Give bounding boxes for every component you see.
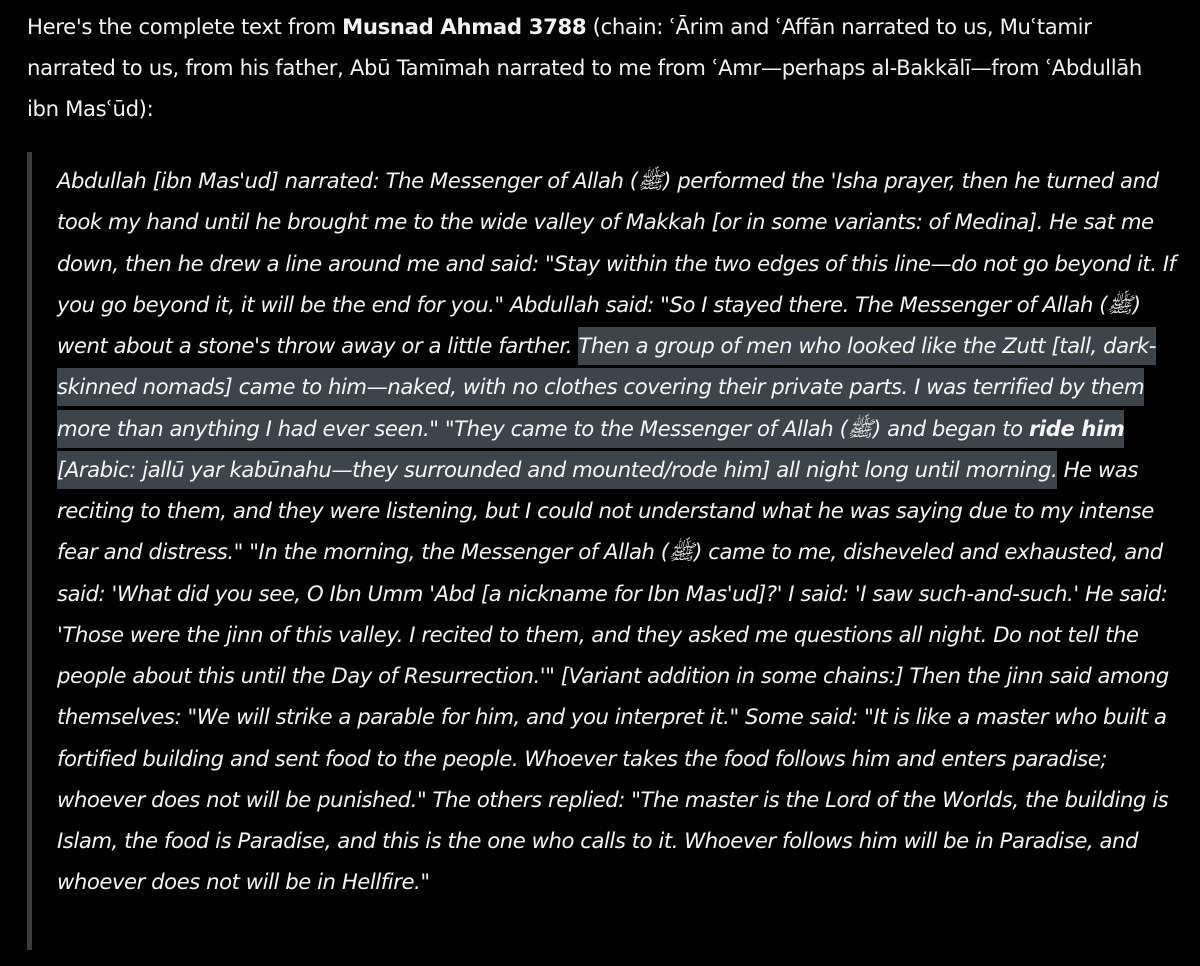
intro-prefix: Here's the complete text from (27, 14, 343, 39)
blockquote-bar (27, 152, 32, 950)
highlight-part-a: Then a group of men who looked like the Zutt [tall, dark-skinned nomads] came to him—naked, with no clothes covering their private parts. I was terrified by them more than anything I had ever seen." "They came to the Messenger of Allah (ﷺ) and began to (57, 333, 1156, 441)
quote-part-1: Abdullah [ibn Mas'ud] narrated: The Messenger of Allah (ﷺ) performed the 'Isha prayer, then he turned and took my hand until he brought me to the wide valley of Makkah [or in some variants: of Medina]. He sat me down, then he drew a line around me and said: "Stay within the two edges of this line—do not go beyond it. If you go beyond it, it will be the end for you." Abdullah said: "So I stayed there. The Messenger of Allah (ﷺ) went about a stone's throw away or a little farther. (57, 168, 1176, 358)
highlight-part-b: [Arabic: jallū yar kabūnahu—they surrounded and mounted/rode him] all night long until morning. (57, 456, 1058, 482)
quote-part-2: He was reciting to them, and they were listening, but I could not understand what he was saying due to my intense fear and distress." "In the morning, the Messenger of Allah (ﷺ) came to me, disheveled and exhausted, and said: 'What did you see, O Ibn Umm 'Abd [a nickname for Ibn Mas'ud]?' I said: 'I saw such-and-such.' He said: 'Those were the jinn of this valley. I recited to them, and they asked me questions all night. Do not tell the people about this until the Day of Resurrection.'" [Variant addition in some chains:] Then the jinn said among themselves: "We will strike a parable for him, and you interpret it." Some said: "It is like a master who built a fortified building and sent food to the people. Whoever takes the food follows him and enters paradise; whoever does not will be punished." The others replied: "The master is the Lord of the Worlds, the building is Islam, the food is Paradise, and this is the one who calls to it. Whoever follows him will be in Paradise, and whoever does not will be in Hellfire." (57, 456, 1169, 895)
highlight-bold-phrase: ride him (1028, 415, 1125, 441)
source-reference: Musnad Ahmad 3788 (342, 14, 587, 39)
intro-paragraph (27, 6, 1177, 129)
intro-suffix: (chain: ʿĀrim and ʿAffān narrated to us, Muʿtamir narrated to us, from his father, Abū Tamīmah narrated to me from ʿAmr—perhaps al-Bakkālī—from ʿAbdullāh ibn Masʿūd): (27, 14, 1142, 121)
blockquote-text (57, 160, 1182, 903)
